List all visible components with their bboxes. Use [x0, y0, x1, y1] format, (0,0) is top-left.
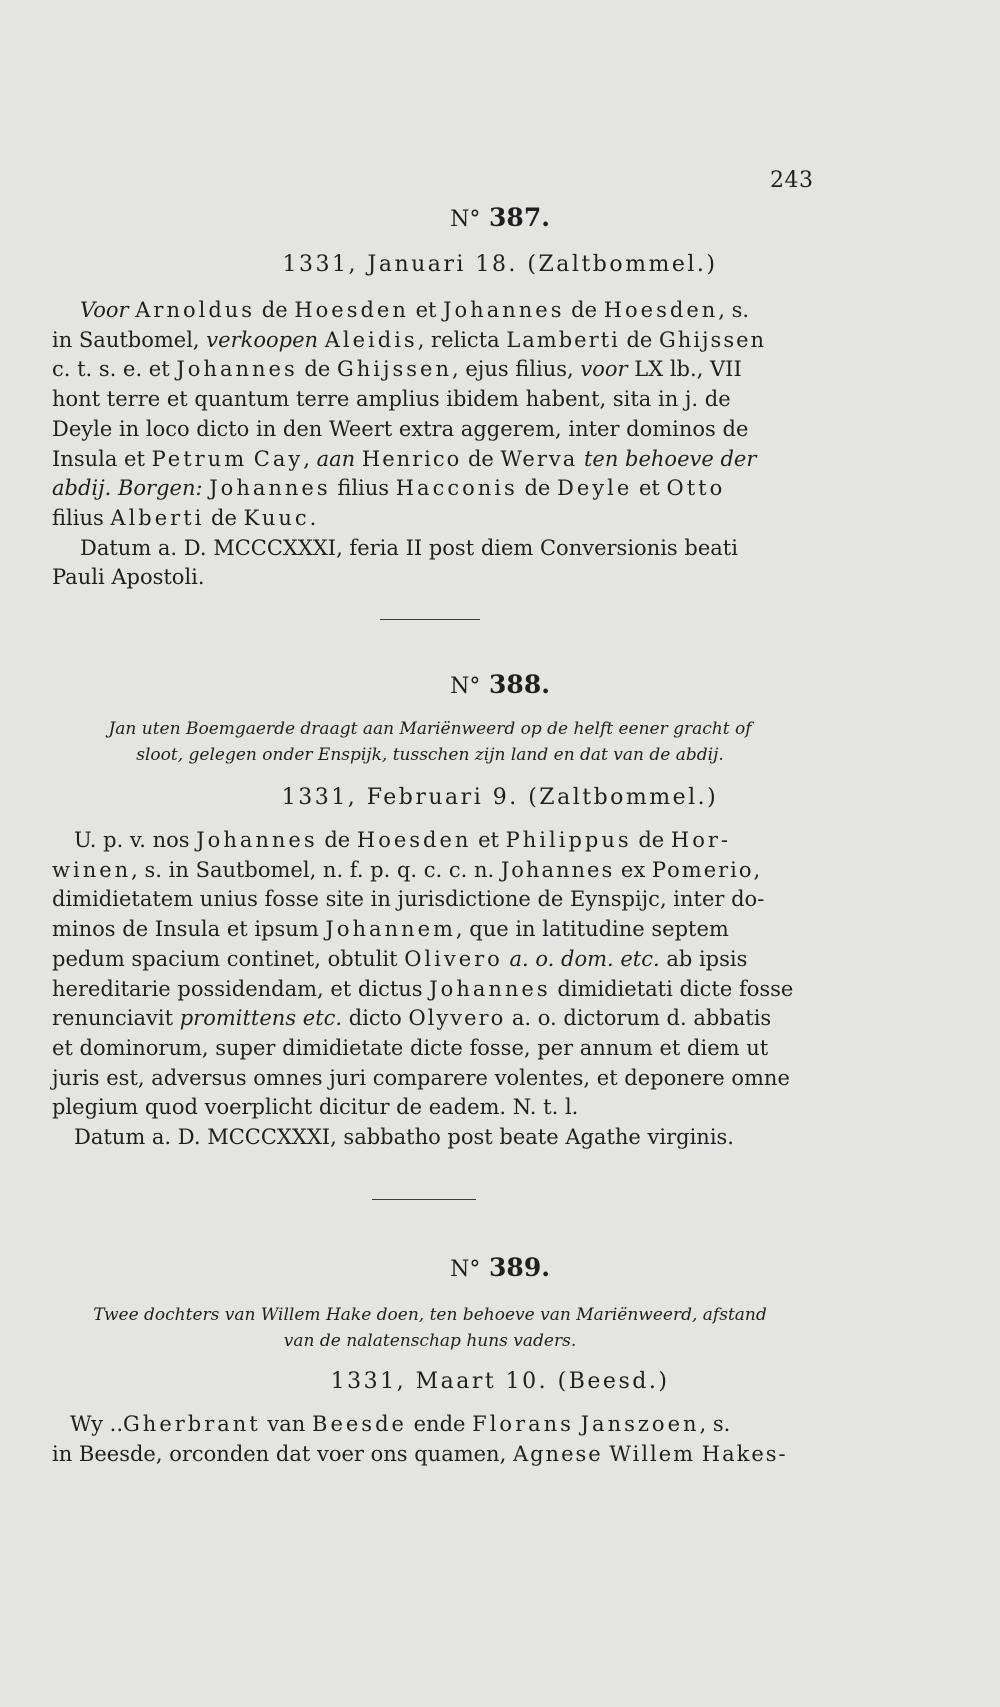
section-body-388: [52, 826, 804, 1153]
page-number: 243: [770, 168, 814, 193]
section-date-388: 1331, Februari 9. (Zaltbommel.): [281, 785, 719, 810]
text-line: Pauli Apostoli.: [52, 565, 205, 590]
section-heading-388: [0, 670, 1000, 699]
text-line: Wy ..Gherbrant van Beesde ende Florans Janszoen, s.: [70, 1412, 731, 1436]
section-number: 388.: [489, 670, 550, 699]
text-line: c. t. s. e. et Johannes de Ghijssen, ejus filius, voor LX lb., VII: [52, 357, 742, 382]
text-line: Insula et Petrum Cay, aan Henrico de Werva ten behoeve der: [52, 446, 757, 471]
section-body-389: [52, 1410, 804, 1469]
section-number: 387.: [489, 203, 550, 232]
section-body-387: [52, 296, 804, 593]
text-line: Voor Arnoldus de Hoesden et Johannes de Hoesden, s.: [80, 298, 750, 322]
section-date-389: 1331, Maart 10. (Beesd.): [330, 1369, 670, 1394]
text-line: dimidietatem unius fosse site in jurisdictione de Eynspijc, inter do-: [52, 887, 765, 912]
text-line: pedum spacium continet, obtulit Olivero a. o. dom. etc. ab ipsis: [52, 946, 748, 971]
section-number: 389.: [489, 1253, 550, 1282]
section-summary-388: [50, 716, 810, 768]
text-line: plegium quod voerplicht dicitur de eadem. N. t. l.: [52, 1095, 579, 1120]
summary-line: sloot, gelegen onder Enspijk, tusschen zijn land en dat van de abdij.: [136, 745, 724, 765]
text-line: Deyle in loco dicto in den Weert extra aggerem, inter dominos de: [52, 416, 749, 441]
text-line: U. p. v. nos Johannes de Hoesden et Philippus de Hor-: [74, 828, 731, 852]
text-line: Datum a. D. MCCCXXXI, sabbatho post beate Agathe virginis.: [74, 1125, 734, 1150]
text-line: hont terre et quantum terre amplius ibidem habent, sita in j. de: [52, 387, 731, 412]
text-line: in Sautbomel, verkoopen Aleidis, relicta Lamberti de Ghijssen: [52, 327, 767, 352]
section-summary-389: [50, 1302, 810, 1354]
text-line: hereditarie possidendam, et dictus Johannes dimidietati dicte fosse: [52, 976, 794, 1001]
summary-line: Jan uten Boemgaerde draagt aan Mariënweerd op de helft eener gracht of: [108, 719, 752, 739]
section-date-387: 1331, Januari 18. (Zaltbommel.): [282, 252, 718, 277]
summary-line: Twee dochters van Willem Hake doen, ten behoeve van Mariënweerd, afstand: [93, 1305, 767, 1325]
section-heading-387: [0, 203, 1000, 232]
number-prefix: N°: [450, 1257, 481, 1282]
text-line: winen, s. in Sautbomel, n. f. p. q. c. c. n. Johannes ex Pomerio,: [52, 857, 761, 882]
summary-line: van de nalatenschap huns vaders.: [283, 1331, 577, 1351]
text-line: Datum a. D. MCCCXXXI, feria II post diem Conversionis beati: [80, 535, 738, 560]
text-line: juris est, adversus omnes juri comparere volentes, et deponere omne: [52, 1065, 790, 1090]
text-line: renunciavit promittens etc. dicto Olyvero a. o. dictorum d. abbatis: [52, 1006, 772, 1031]
text-line: minos de Insula et ipsum Johannem, que in latitudine septem: [52, 917, 729, 942]
text-line: in Beesde, orconden dat voer ons quamen, Agnese Willem Hakes-: [52, 1441, 788, 1466]
text-line: filius Alberti de Kuuc.: [52, 505, 317, 530]
section-divider: [380, 619, 480, 620]
section-divider: [372, 1199, 476, 1200]
number-prefix: N°: [450, 674, 481, 699]
text-line: et dominorum, super dimidietate dicte fosse, per annum et diem ut: [52, 1035, 769, 1060]
text-line: abdij. Borgen: Johannes filius Hacconis de Deyle et Otto: [52, 476, 726, 501]
section-heading-389: [0, 1253, 1000, 1282]
number-prefix: N°: [450, 207, 481, 232]
